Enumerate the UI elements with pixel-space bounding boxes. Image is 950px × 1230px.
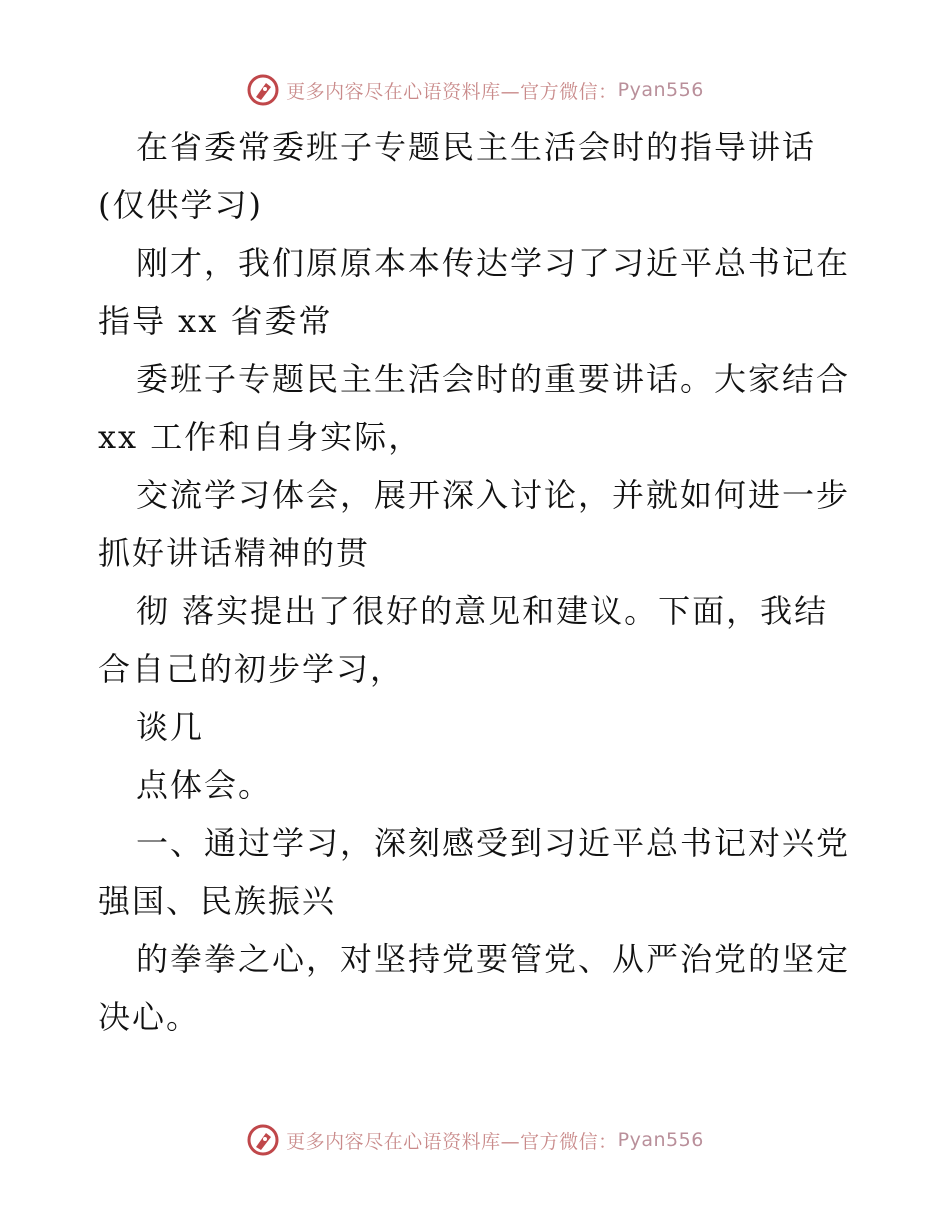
- banner-text: 更多内容尽在心语资料库—官方微信：: [286, 80, 618, 103]
- document-line: 彻 落实提出了很好的意见和建议。下面，我结: [136, 592, 829, 630]
- document-line: 交流学习体会，展开深入讨论，并就如何进一步: [136, 476, 851, 514]
- document-line: 在省委常委班子专题民主生活会时的指导讲话: [136, 128, 817, 166]
- header-banner: [0, 70, 950, 110]
- wechat-id: Pyan556: [617, 79, 704, 101]
- pen-nib-circle-icon: [246, 73, 280, 107]
- pen-nib-circle-icon: [246, 1123, 280, 1157]
- document-line: 强国、民族振兴: [98, 882, 337, 920]
- document-line: 的拳拳之心，对坚持党要管党、从严治党的坚定: [136, 940, 851, 978]
- document-line: 谈几: [136, 708, 205, 746]
- document-line: (仅供学习): [98, 186, 263, 224]
- document-body: [98, 118, 858, 1046]
- wechat-id: Pyan556: [617, 1129, 704, 1151]
- document-line: 点体会。: [136, 766, 273, 804]
- footer-banner: [0, 1120, 950, 1160]
- document-line: 指导 xx 省委常: [98, 302, 333, 340]
- document-line: 一、通过学习，深刻感受到习近平总书记对兴党: [136, 824, 851, 862]
- document-line: 抓好讲话精神的贯: [98, 534, 371, 572]
- document-line: xx 工作和自身实际，: [98, 418, 423, 456]
- banner-text: 更多内容尽在心语资料库—官方微信：: [286, 1130, 618, 1153]
- document-line: 决心。: [98, 998, 201, 1036]
- document-line: 刚才，我们原原本本传达学习了习近平总书记在: [136, 244, 851, 282]
- document-line: 委班子专题民主生活会时的重要讲话。大家结合: [136, 360, 851, 398]
- document-line: 合自己的初步学习，: [98, 650, 405, 688]
